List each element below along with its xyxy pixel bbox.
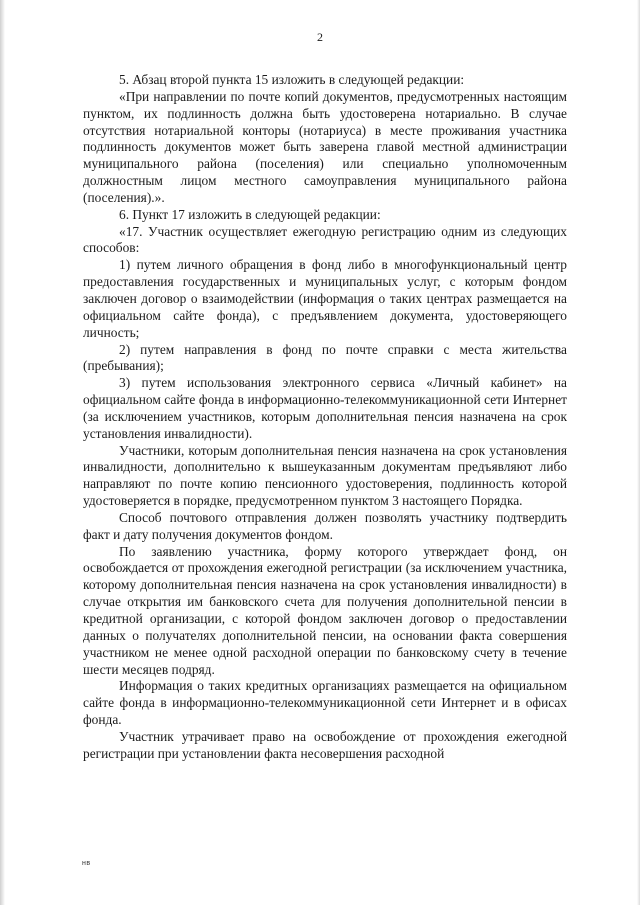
paragraph-disability-participants: Участники, которым дополнительная пенсия назначена на срок установления инвалидности, дополнительно к вышеуказанным документам предъявляют либо направляют по почте копию пенсионного удостоверения, подлинность которой удостоверяется в порядке, предусмотренном пунктом 3 настоящего Порядка. xyxy=(83,442,567,509)
paragraph-postal-method: Способ почтового отправления должен позволять участнику подтвердить факт и дату получения документов фондом. xyxy=(83,509,567,542)
paragraph-registration-exemption: По заявлению участника, форму которого утверждает фонд, он освобождается от прохождения ежегодной регистрации (за исключением участника, которому дополнительная пенсия назначена на срок установления инвалидности) в случае открытия им банковского счета для получения дополнительной пенсии в кредитной организации, с которой фондом заключен договор о предоставлении данных о получателях дополнительной пенсии, на основании факта совершения участником не менее одной расходной операции по банковскому счету в течение шести месяцев подряд. xyxy=(83,543,567,677)
paragraph-item-6-heading: 6. Пункт 17 изложить в следующей редакции: xyxy=(119,206,381,222)
paragraph-credit-org-info: Информация о таких кредитных организациях размещается на официальном сайте фонда в информационно-телекоммуникационной сети Интернет и в офисах фонда. xyxy=(83,678,567,728)
paragraph-clause-17-intro: «17. Участник осуществляет ежегодную регистрацию одним из следующих способов: xyxy=(83,223,567,256)
document-body xyxy=(83,72,567,763)
paragraph-item-5-heading: 5. Абзац второй пункта 15 изложить в следующей редакции: xyxy=(119,72,465,87)
scan-edge-shadow-left xyxy=(0,0,5,905)
paragraph-method-1: 1) путем личного обращения в фонд либо в многофункциональный центр предоставления государственных и муниципальных услуг, с которым фондом заключен договор о взаимодействии (информация о таких центрах размещается на официальном сайте фонда), с предъявлением документа, удостоверяющего личность; xyxy=(83,257,567,340)
page-number: 2 xyxy=(317,30,323,44)
paragraph-loss-of-exemption: Участник утрачивает право на освобождение от прохождения ежегодной регистрации при установлении факта несовершения расходной xyxy=(83,728,567,761)
paragraph-method-2: 2) путем направления в фонд по почте справки с места жительства (пребывания); xyxy=(83,341,567,374)
footer-code: нв xyxy=(82,860,91,867)
paragraph-method-3: 3) путем использования электронного сервиса «Личный кабинет» на официальном сайте фонда в информационно-телекоммуникационной сети Интернет (за исключением участников, которым дополнительная пенсия назначена на срок установления инвалидности). xyxy=(83,375,567,441)
paragraph-item-5-text: «При направлении по почте копий документов, предусмотренных настоящим пунктом, их подлинность должна быть удостоверена нотариально. В случае отсутствия нотариальной конторы (нотариуса) в месте проживания участника подлинность документов может быть заверена главой местной администрации муниципального района (поселения) или специально уполномоченным должностным лицом местного самоуправления муниципального района (поселения).». xyxy=(83,88,567,205)
